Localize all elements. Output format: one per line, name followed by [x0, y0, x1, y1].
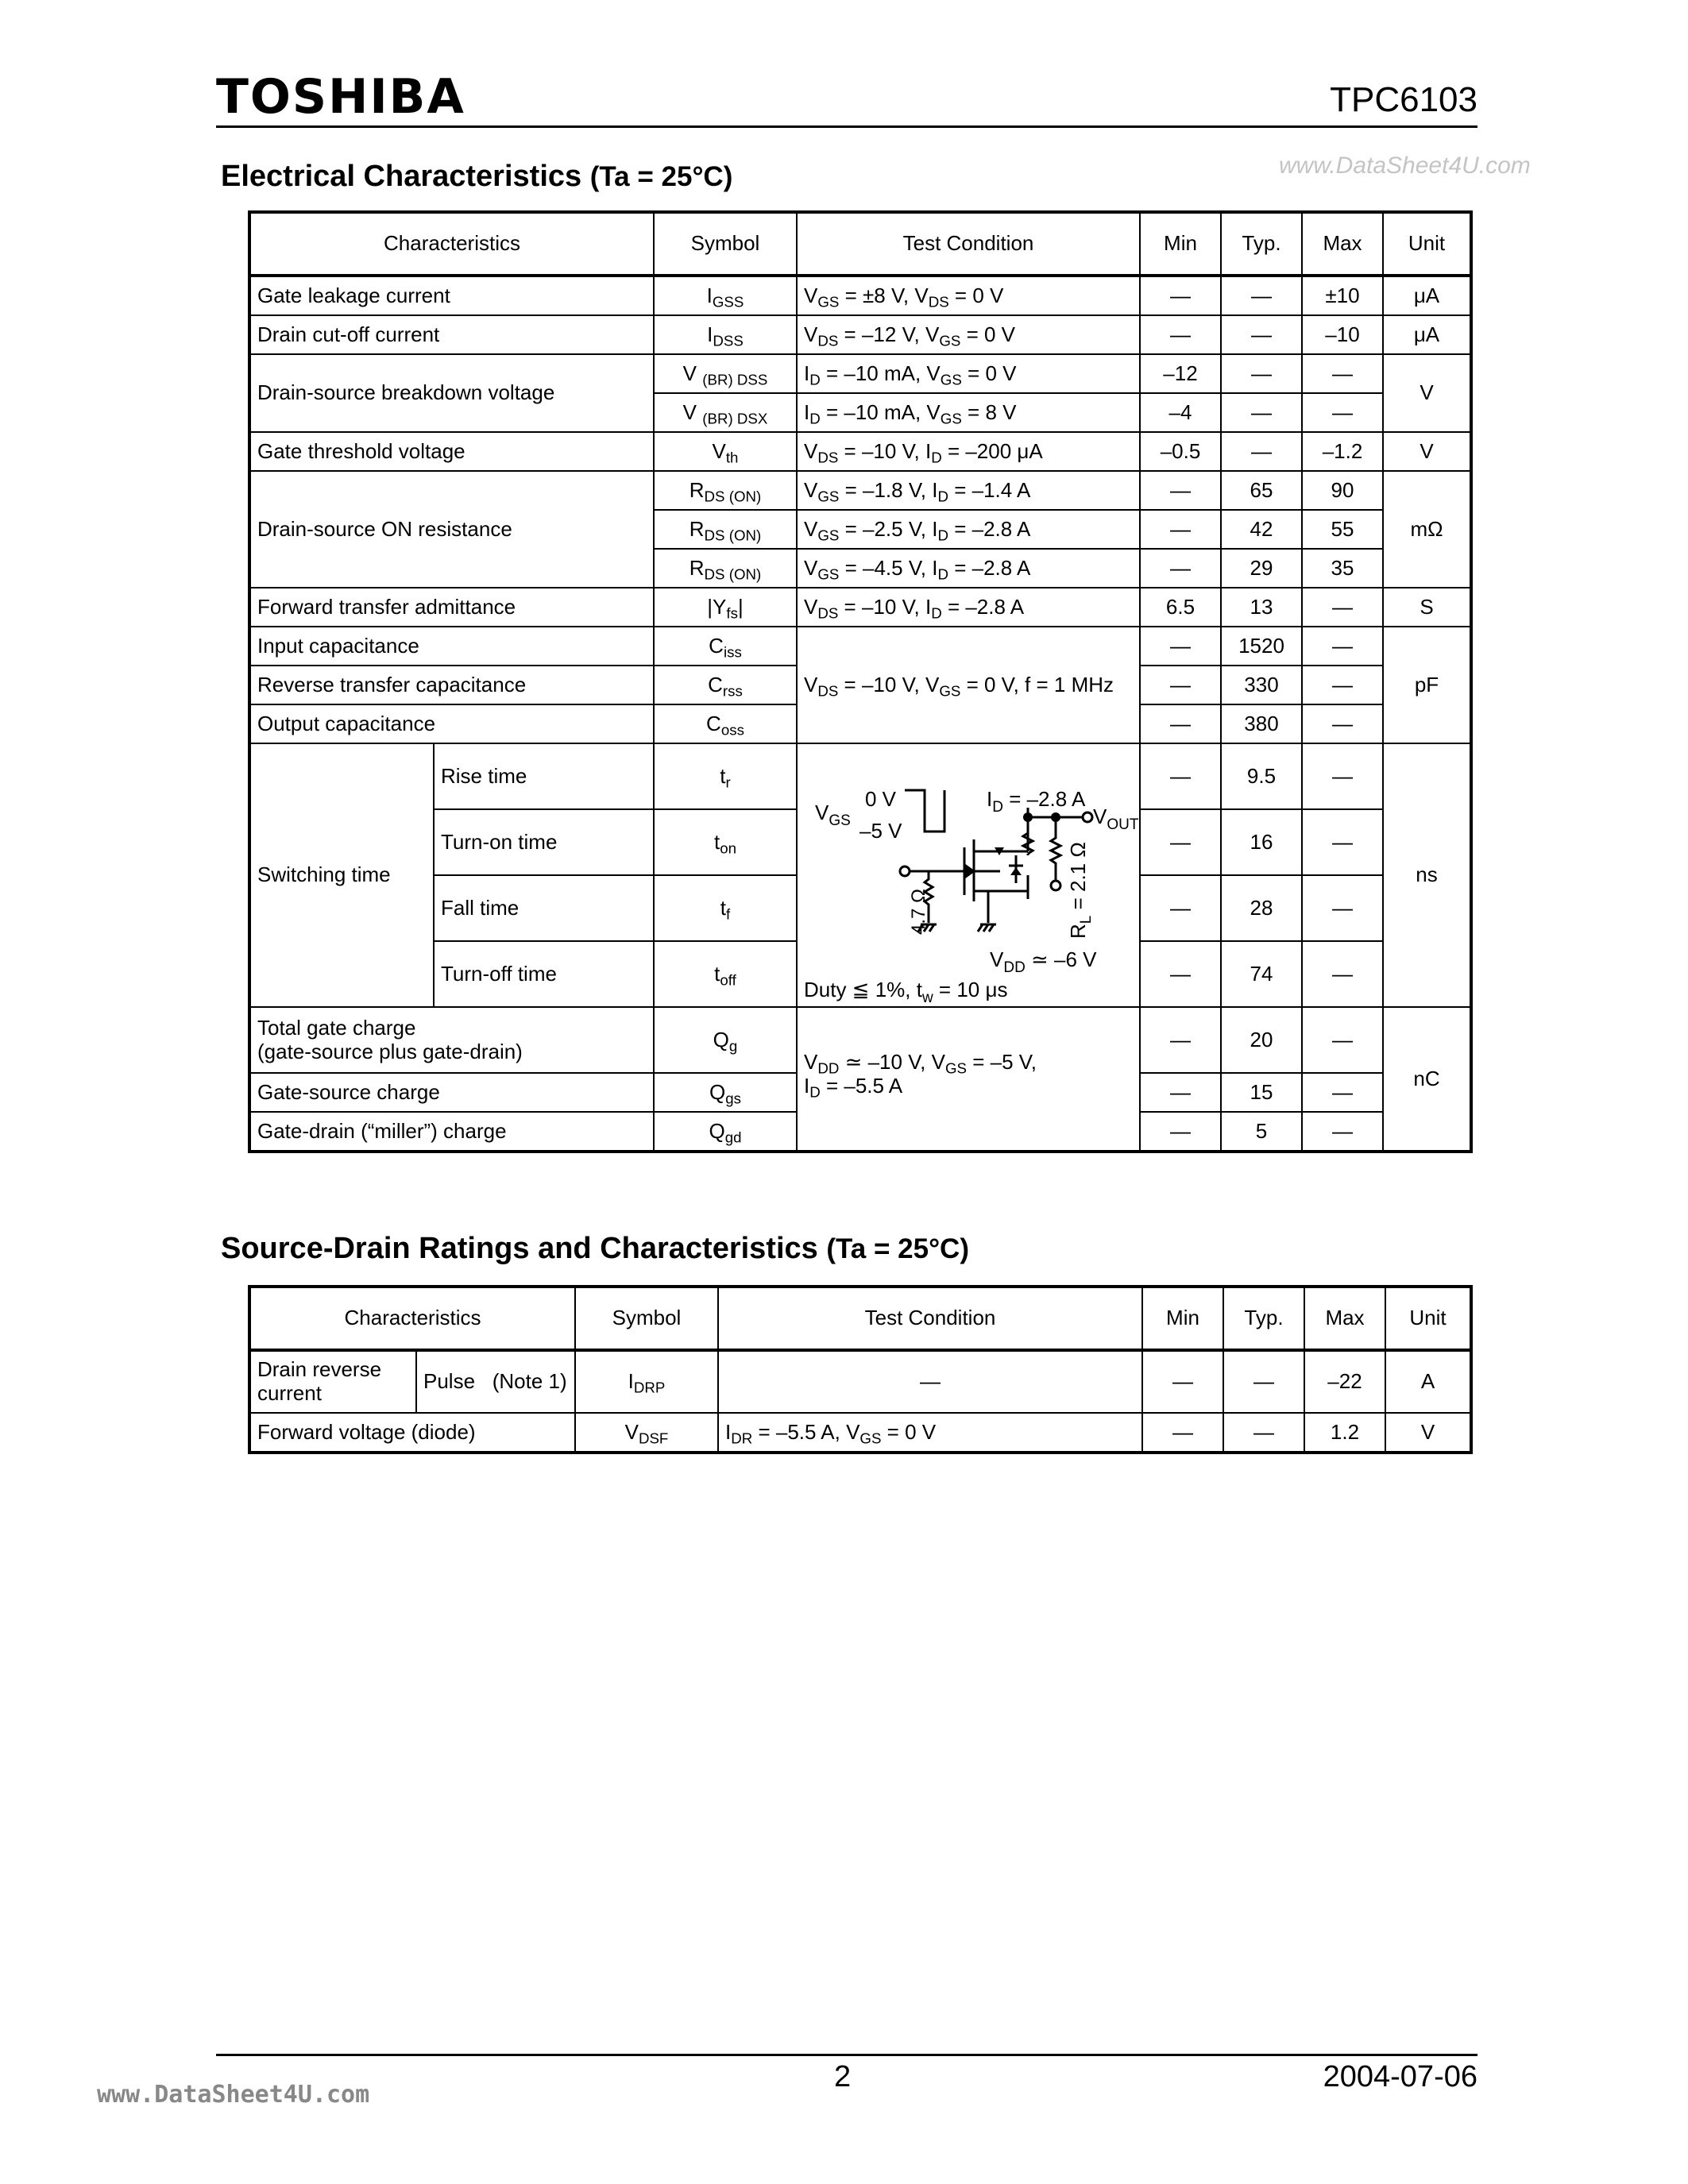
- char-label: Gate threshold voltage: [249, 432, 654, 471]
- col-typ: Typ.: [1223, 1287, 1304, 1350]
- col-unit: Unit: [1385, 1287, 1471, 1350]
- char-label: Gate-drain (“miller”) charge: [249, 1112, 654, 1152]
- table-row: [249, 588, 1471, 627]
- max-cell: 35: [1302, 549, 1383, 588]
- min-cell: —: [1142, 1413, 1223, 1453]
- max-cell: –1.2: [1302, 432, 1383, 471]
- min-cell: —: [1140, 627, 1221, 666]
- col-max: Max: [1302, 212, 1383, 276]
- min-cell: —: [1140, 510, 1221, 549]
- symbol-cell: $Q_{gs}$: [654, 1073, 797, 1112]
- test-condition-cell: $V_{GS} = -1.8$ V, $I_D = -1.4$ A: [797, 471, 1140, 510]
- sub-char-label: Rise time: [434, 743, 654, 809]
- table-row: [249, 354, 1471, 393]
- char-label: Gate-source charge: [249, 1073, 654, 1112]
- char-label: Gate leakage current: [249, 276, 654, 315]
- typ-cell: —: [1221, 354, 1302, 393]
- symbol-cell: $I_{GSS}$: [654, 276, 797, 315]
- test-condition-cell: $I_D = -10$ mA, $V_{GS} = 8$ V: [797, 393, 1140, 432]
- min-cell: —: [1140, 941, 1221, 1007]
- unit-cell: V: [1383, 354, 1471, 432]
- test-condition-cell: $V_{DS} = -12$ V, $V_{GS} = 0$ V: [797, 315, 1140, 354]
- vm5-label: –5 V: [859, 819, 902, 843]
- max-cell: —: [1302, 354, 1383, 393]
- section-title-source-drain: [221, 1233, 969, 1264]
- min-cell: —: [1140, 704, 1221, 743]
- electrical-characteristics-table: [248, 210, 1473, 1153]
- max-cell: —: [1302, 666, 1383, 704]
- duty-label: Duty ≦ 1%, $t_w = 10$ μs: [804, 978, 1008, 1006]
- col-symbol: Symbol: [575, 1287, 718, 1350]
- typ-cell: —: [1221, 432, 1302, 471]
- sub-char-label: Turn-off time: [434, 941, 654, 1007]
- table-row: [249, 315, 1471, 354]
- max-cell: —: [1302, 627, 1383, 666]
- note-cell: Pulse (Note 1): [416, 1350, 575, 1413]
- char-label: Switching time: [249, 743, 434, 1007]
- unit-cell: A: [1385, 1350, 1471, 1413]
- gate-pulse-waveform: [905, 790, 944, 832]
- circuit-diagram: [798, 744, 1141, 1006]
- test-condition-cell: $V_{DS} = -10$ V, $I_D = -200$ μA: [797, 432, 1140, 471]
- symbol-cell: $C_{rss}$: [654, 666, 797, 704]
- id-label: $I_D = -2.8$ A: [987, 787, 1086, 816]
- unit-cell: V: [1383, 432, 1471, 471]
- max-cell: 1.2: [1304, 1413, 1385, 1453]
- max-cell: —: [1302, 941, 1383, 1007]
- max-cell: —: [1302, 393, 1383, 432]
- section-condition: (Ta = 25°C): [826, 1233, 969, 1264]
- char-label: Input capacitance: [249, 627, 654, 666]
- min-cell: —: [1140, 549, 1221, 588]
- sub-char-label: Turn-on time: [434, 809, 654, 875]
- table-row: [249, 432, 1471, 471]
- max-cell: —: [1302, 743, 1383, 809]
- source-drain-table: [248, 1285, 1473, 1454]
- symbol-cell: $Q_g$: [654, 1007, 797, 1073]
- max-cell: 55: [1302, 510, 1383, 549]
- section-condition: (Ta = 25°C): [589, 161, 733, 192]
- char-label: Drain-source breakdown voltage: [249, 354, 654, 432]
- vout-label: $V_{OUT}$: [1093, 805, 1139, 833]
- typ-cell: 20: [1221, 1007, 1302, 1073]
- symbol-cell: V $_{(BR) DSX}$: [654, 393, 797, 432]
- min-cell: —: [1140, 875, 1221, 941]
- char-label: Drain cut-off current: [249, 315, 654, 354]
- symbol-cell: $C_{oss}$: [654, 704, 797, 743]
- typ-cell: 5: [1221, 1112, 1302, 1152]
- symbol-cell: $t_{off}$: [654, 941, 797, 1007]
- symbol-cell: $R_{DS (ON)}$: [654, 510, 797, 549]
- typ-cell: 1520: [1221, 627, 1302, 666]
- symbol-cell: $R_{DS (ON)}$: [654, 471, 797, 510]
- char-label: Forward transfer admittance: [249, 588, 654, 627]
- unit-cell: S: [1383, 588, 1471, 627]
- symbol-cell: $R_{DS (ON)}$: [654, 549, 797, 588]
- symbol-cell: $V_{th}$: [654, 432, 797, 471]
- col-min: Min: [1142, 1287, 1223, 1350]
- symbol-cell: $C_{iss}$: [654, 627, 797, 666]
- table-header-row: [249, 212, 1471, 276]
- watermark-bottom: www.DataSheet4U.com: [97, 2081, 370, 2109]
- max-cell: —: [1302, 1007, 1383, 1073]
- table-row: [249, 1413, 1471, 1453]
- test-condition-cell: $V_{GS} = \pm 8$ V, $V_{DS} = 0$ V: [797, 276, 1140, 315]
- max-cell: —: [1302, 1073, 1383, 1112]
- typ-cell: 15: [1221, 1073, 1302, 1112]
- col-unit: Unit: [1383, 212, 1471, 276]
- footer-rule: [216, 2054, 1477, 2056]
- char-label: Total gate charge (gate-source plus gate-drain): [249, 1007, 654, 1073]
- unit-cell: μA: [1383, 276, 1471, 315]
- test-condition-cell: $V_{DS} = -10$ V, $V_{GS} = 0$ V, f = 1 MHz: [797, 627, 1140, 743]
- col-test-condition: Test Condition: [797, 212, 1140, 276]
- char-label: Drain reverse current: [249, 1350, 416, 1413]
- typ-cell: —: [1221, 393, 1302, 432]
- char-label: Reverse transfer capacitance: [249, 666, 654, 704]
- unit-cell: μA: [1383, 315, 1471, 354]
- typ-cell: 380: [1221, 704, 1302, 743]
- typ-cell: 28: [1221, 875, 1302, 941]
- load-resistor-label: $R_L = 2.1$ Ω: [1066, 842, 1095, 939]
- min-cell: —: [1140, 1112, 1221, 1152]
- symbol-cell: $V_{DSF}$: [575, 1413, 718, 1453]
- symbol-cell: $Q_{gd}$: [654, 1112, 797, 1152]
- section-title-text: Electrical Characteristics: [221, 160, 582, 193]
- symbol-cell: $t_f$: [654, 875, 797, 941]
- min-cell: —: [1140, 1007, 1221, 1073]
- typ-cell: —: [1223, 1413, 1304, 1453]
- page-number: 2: [834, 2060, 852, 2093]
- max-cell: 90: [1302, 471, 1383, 510]
- symbol-cell: V $_{(BR) DSS}$: [654, 354, 797, 393]
- col-test-condition: Test Condition: [718, 1287, 1142, 1350]
- col-typ: Typ.: [1221, 212, 1302, 276]
- test-condition-cell: $V_{GS} = -2.5$ V, $I_D = -2.8$ A: [797, 510, 1140, 549]
- typ-cell: —: [1223, 1350, 1304, 1413]
- typ-cell: 29: [1221, 549, 1302, 588]
- vdd-label: $V_{DD}$ ≃ –6 V: [990, 947, 1097, 976]
- symbol-cell: $|Y_{fs}|$: [654, 588, 797, 627]
- min-cell: —: [1140, 1073, 1221, 1112]
- test-condition-cell: $V_{GS} = -4.5$ V, $I_D = -2.8$ A: [797, 549, 1140, 588]
- min-cell: —: [1140, 276, 1221, 315]
- typ-cell: —: [1221, 276, 1302, 315]
- table-row: [249, 1007, 1471, 1073]
- table-row: [249, 471, 1471, 510]
- table-row: [249, 1350, 1471, 1413]
- col-symbol: Symbol: [654, 212, 797, 276]
- min-cell: 6.5: [1140, 588, 1221, 627]
- test-condition-cell: $V_{DS} = -10$ V, $I_D = -2.8$ A: [797, 588, 1140, 627]
- watermark-top: www.DataSheet4U.com: [1279, 152, 1531, 179]
- typ-cell: —: [1221, 315, 1302, 354]
- typ-cell: 65: [1221, 471, 1302, 510]
- min-cell: —: [1140, 471, 1221, 510]
- switching-test-circuit: [797, 743, 1140, 1007]
- max-cell: —: [1302, 588, 1383, 627]
- min-cell: –0.5: [1140, 432, 1221, 471]
- typ-cell: 13: [1221, 588, 1302, 627]
- col-max: Max: [1304, 1287, 1385, 1350]
- sub-char-label: Fall time: [434, 875, 654, 941]
- unit-cell: ns: [1383, 743, 1471, 1007]
- unit-cell: pF: [1383, 627, 1471, 743]
- unit-cell: mΩ: [1383, 471, 1471, 588]
- min-cell: —: [1140, 666, 1221, 704]
- min-cell: –12: [1140, 354, 1221, 393]
- max-cell: —: [1302, 875, 1383, 941]
- symbol-cell: $I_{DSS}$: [654, 315, 797, 354]
- section-title-electrical: [221, 161, 732, 191]
- table-row: [249, 743, 1471, 809]
- col-characteristics: Characteristics: [249, 1287, 575, 1350]
- min-cell: —: [1140, 743, 1221, 809]
- min-cell: —: [1142, 1350, 1223, 1413]
- max-cell: –10: [1302, 315, 1383, 354]
- table-row: [249, 276, 1471, 315]
- typ-cell: 74: [1221, 941, 1302, 1007]
- min-cell: —: [1140, 809, 1221, 875]
- max-cell: —: [1302, 1112, 1383, 1152]
- char-label: Drain-source ON resistance: [249, 471, 654, 588]
- max-cell: —: [1302, 809, 1383, 875]
- section-title-text: Source-Drain Ratings and Characteristics: [221, 1232, 818, 1265]
- table-row: [249, 627, 1471, 666]
- max-cell: –22: [1304, 1350, 1385, 1413]
- symbol-cell: $t_r$: [654, 743, 797, 809]
- v0-label: 0 V: [865, 787, 897, 811]
- max-cell: —: [1302, 704, 1383, 743]
- min-cell: —: [1140, 315, 1221, 354]
- header-rule: [216, 125, 1477, 128]
- test-condition-cell: —: [718, 1350, 1142, 1413]
- typ-cell: 16: [1221, 809, 1302, 875]
- unit-cell: nC: [1383, 1007, 1471, 1152]
- max-cell: ±10: [1302, 276, 1383, 315]
- vgs-label: $V_{GS}$: [815, 801, 851, 829]
- test-condition-cell: $I_{DR} = -5.5$ A, $V_{GS} = 0$ V: [718, 1413, 1142, 1453]
- col-min: Min: [1140, 212, 1221, 276]
- char-label: Forward voltage (diode): [249, 1413, 575, 1453]
- typ-cell: 330: [1221, 666, 1302, 704]
- unit-cell: V: [1385, 1413, 1471, 1453]
- gate-resistor-label: 4.7 Ω: [908, 889, 929, 935]
- test-condition-cell: $I_D = -10$ mA, $V_{GS} = 0$ V: [797, 354, 1140, 393]
- toshiba-logo: TOSHIBA: [216, 69, 465, 125]
- min-cell: –4: [1140, 393, 1221, 432]
- part-number: TPC6103: [1330, 80, 1477, 119]
- symbol-cell: $t_{on}$: [654, 809, 797, 875]
- test-condition-cell: $V_{DD}$ ≃ –10 V, $V_{GS} = -5$ V, $I_D = -5.5$ A: [797, 1007, 1140, 1152]
- typ-cell: 42: [1221, 510, 1302, 549]
- typ-cell: 9.5: [1221, 743, 1302, 809]
- col-characteristics: Characteristics: [249, 212, 654, 276]
- document-date: 2004-07-06: [1323, 2060, 1477, 2093]
- char-label: Output capacitance: [249, 704, 654, 743]
- table-header-row: [249, 1287, 1471, 1350]
- symbol-cell: $I_{DRP}$: [575, 1350, 718, 1413]
